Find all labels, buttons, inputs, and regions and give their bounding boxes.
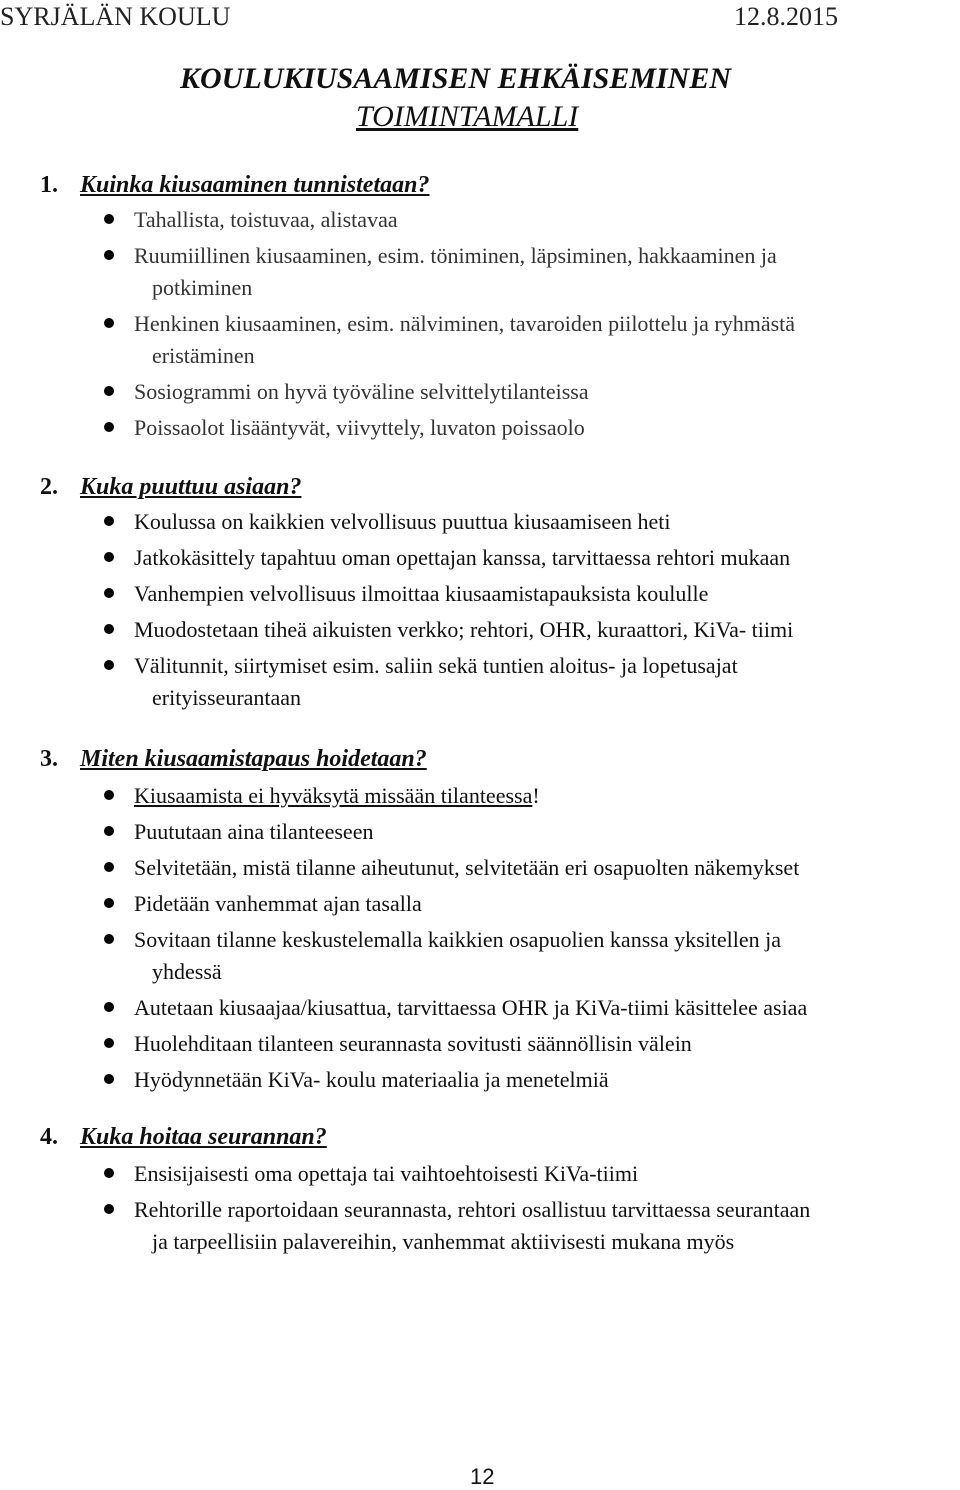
list-item: Poissaolot lisääntyvät, viivyttely, luvaton poissaolo <box>104 412 795 444</box>
bullet-icon <box>104 1168 114 1178</box>
section-3-list <box>104 780 807 1100</box>
list-item: Sosiogrammi on hyvä työväline selvittelytilanteissa <box>104 376 795 408</box>
list-item: Kiusaamista ei hyväksytä missään tilanteessa! <box>104 780 807 812</box>
bullet-icon <box>104 790 114 800</box>
list-item: Henkinen kiusaaminen, esim. nälviminen, tavaroiden piilottelu ja ryhmästä eristäminen <box>104 308 795 372</box>
section-3-heading <box>40 746 427 773</box>
bullet-icon <box>104 826 114 836</box>
school-name: SYRJÄLÄN KOULU <box>0 2 231 31</box>
document-date: 12.8.2015 <box>734 2 838 31</box>
bullet-icon <box>104 1038 114 1048</box>
bullet-icon <box>104 588 114 598</box>
bullet-icon <box>104 250 114 260</box>
bullet-icon <box>104 1204 114 1214</box>
section-2-list <box>104 506 793 718</box>
list-item: Selvitetään, mistä tilanne aiheutunut, selvitetään eri osapuolten näkemykset <box>104 852 807 884</box>
list-item: Tahallista, toistuvaa, alistavaa <box>104 204 795 236</box>
bullet-icon <box>104 214 114 224</box>
list-item: Rehtorille raportoidaan seurannasta, rehtori osallistuu tarvittaessa seurantaan ja tarpeellisiin palavereihin, vanhemmat aktiivisesti mukana myös <box>104 1194 810 1258</box>
section-title: Kuka hoitaa seurannan? <box>80 1124 327 1150</box>
section-1-heading <box>40 172 429 199</box>
page-header <box>0 2 960 36</box>
list-item-continuation: yhdessä <box>152 959 222 984</box>
section-number: 3. <box>40 746 58 772</box>
section-number: 2. <box>40 474 58 500</box>
bullet-icon <box>104 862 114 872</box>
bullet-icon <box>104 516 114 526</box>
list-item: Koulussa on kaikkien velvollisuus puuttua kiusaamiseen heti <box>104 506 793 538</box>
list-item: Pidetään vanhemmat ajan tasalla <box>104 888 807 920</box>
list-item: Välitunnit, siirtymiset esim. saliin sekä tuntien aloitus- ja lopetusajat erityisseurantaan <box>104 650 793 714</box>
bullet-icon <box>104 386 114 396</box>
list-item: Autetaan kiusaajaa/kiusattua, tarvittaessa OHR ja KiVa-tiimi käsittelee asiaa <box>104 992 807 1024</box>
bullet-icon <box>104 934 114 944</box>
bullet-icon <box>104 624 114 634</box>
section-title: Kuka puuttuu asiaan? <box>80 474 302 500</box>
bullet-icon <box>104 318 114 328</box>
list-item: Sovitaan tilanne keskustelemalla kaikkien osapuolien kanssa yksitellen ja yhdessä <box>104 924 807 988</box>
section-title: Kuinka kiusaaminen tunnistetaan? <box>80 172 430 198</box>
section-2-heading <box>40 474 301 501</box>
document-subtitle: TOIMINTAMALLI <box>356 100 579 133</box>
section-number: 1. <box>40 172 58 198</box>
bullet-icon <box>104 422 114 432</box>
page-number: 12 <box>470 1464 495 1489</box>
list-item: Ensisijaisesti oma opettaja tai vaihtoehtoisesti KiVa-tiimi <box>104 1158 810 1190</box>
list-item-continuation: eristäminen <box>152 343 255 368</box>
list-item-continuation: erityisseurantaan <box>152 685 302 710</box>
section-4-list <box>104 1158 810 1262</box>
list-item: Jatkokäsittely tapahtuu oman opettajan kanssa, tarvittaessa rehtori mukaan <box>104 542 793 574</box>
bullet-icon <box>104 898 114 908</box>
section-4-heading <box>40 1124 327 1151</box>
bullet-icon <box>104 660 114 670</box>
list-item: Huolehditaan tilanteen seurannasta sovitusti säännöllisin välein <box>104 1028 807 1060</box>
section-1-list <box>104 204 795 448</box>
list-item: Puututaan aina tilanteeseen <box>104 816 807 848</box>
document-title: KOULUKIUSAAMISEN EHKÄISEMINEN <box>180 62 732 95</box>
list-item: Ruumiillinen kiusaaminen, esim. töniminen, läpsiminen, hakkaaminen ja potkiminen <box>104 240 795 304</box>
list-item-continuation: ja tarpeellisiin palavereihin, vanhemmat aktiivisesti mukana myös <box>152 1229 735 1254</box>
bullet-icon <box>104 552 114 562</box>
list-item: Muodostetaan tiheä aikuisten verkko; rehtori, OHR, kuraattori, KiVa- tiimi <box>104 614 793 646</box>
section-title: Miten kiusaamistapaus hoidetaan? <box>80 746 427 772</box>
list-item: Hyödynnetään KiVa- koulu materiaalia ja menetelmiä <box>104 1064 807 1096</box>
exclamation-mark: ! <box>532 783 540 808</box>
bullet-icon <box>104 1002 114 1012</box>
list-item: Vanhempien velvollisuus ilmoittaa kiusaamistapauksista koululle <box>104 578 793 610</box>
section-number: 4. <box>40 1124 58 1150</box>
list-item-continuation: potkiminen <box>152 275 253 300</box>
bullet-icon <box>104 1074 114 1084</box>
